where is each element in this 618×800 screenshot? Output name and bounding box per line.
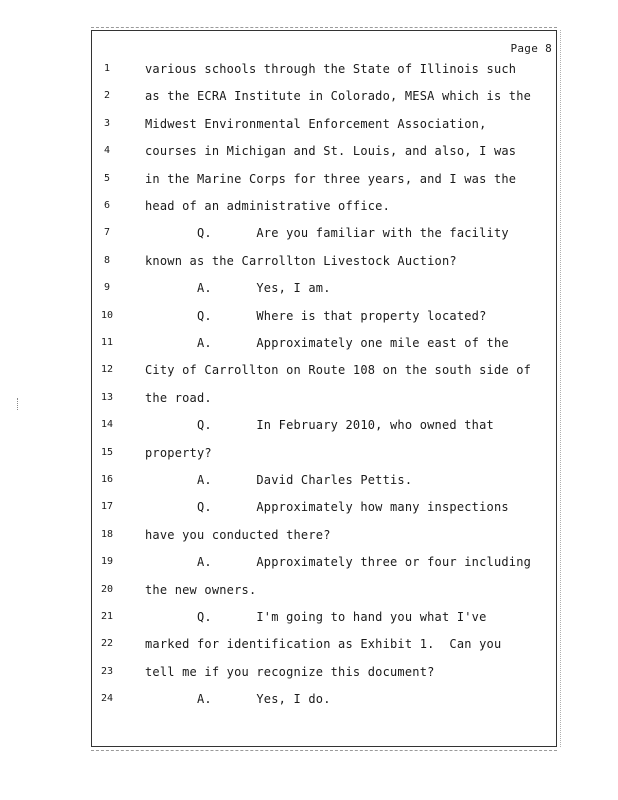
transcript-line [0, 387, 618, 414]
line-text: head of an administrative office. [145, 199, 391, 213]
line-number: 6 [103, 200, 111, 211]
line-text: Q. I'm going to hand you what I've [145, 610, 487, 624]
line-text: property? [145, 445, 212, 460]
transcript-line [0, 551, 618, 578]
line-text: Q. Where is that property located? [145, 308, 487, 323]
line-number: 16 [100, 474, 114, 485]
transcript-line [0, 524, 618, 551]
transcript-line [0, 113, 618, 140]
line-text: the new owners. [145, 582, 257, 597]
transcript-line [0, 332, 618, 359]
line-number: 23 [100, 665, 114, 677]
line-number: 4 [103, 145, 111, 157]
transcript-line [0, 469, 618, 496]
transcript-line [0, 661, 618, 688]
transcript-line [0, 496, 618, 523]
transcript-line [0, 140, 618, 167]
line-number: 11 [100, 337, 114, 348]
line-number: 1 [103, 63, 111, 74]
bottom-scan-rule [91, 750, 557, 751]
line-text: Midwest Environmental Enforcement Association, [145, 116, 487, 131]
line-text: various schools through the State of Illinois such [145, 62, 517, 76]
line-number: 19 [100, 556, 114, 568]
line-number: 17 [100, 501, 114, 513]
line-number: 21 [100, 611, 114, 622]
line-text: the road. [145, 390, 212, 405]
line-number: 5 [103, 172, 111, 184]
line-text: courses in Michigan and St. Louis, and also, I was [145, 144, 517, 159]
line-number: 7 [103, 227, 111, 239]
line-text: tell me if you recognize this document? [145, 664, 435, 679]
line-number: 18 [100, 528, 114, 540]
top-scan-rule [91, 27, 557, 28]
line-text: A. Yes, I am. [145, 281, 331, 296]
transcript-line [0, 359, 618, 386]
line-number: 20 [100, 583, 114, 595]
transcript-line [0, 305, 618, 332]
line-number: 10 [100, 309, 114, 321]
transcript-line [0, 688, 618, 715]
transcript-line [0, 579, 618, 606]
line-number: 9 [103, 282, 111, 294]
line-text: known as the Carrollton Livestock Auction? [145, 253, 457, 268]
line-text: A. Approximately one mile east of the [145, 336, 509, 350]
line-number: 15 [100, 446, 114, 458]
line-text: A. David Charles Pettis. [145, 473, 413, 487]
page-number-label: Page 8 [510, 42, 552, 55]
transcript-line [0, 442, 618, 469]
transcript-line [0, 195, 618, 222]
transcript-line [0, 168, 618, 195]
line-number: 22 [100, 638, 114, 650]
line-text: marked for identification as Exhibit 1. Can you [145, 637, 502, 652]
line-number: 12 [100, 364, 114, 376]
line-text: City of Carrollton on Route 108 on the south side of [145, 363, 532, 378]
line-number: 2 [103, 90, 111, 102]
line-text: as the ECRA Institute in Colorado, MESA which is the [145, 89, 532, 104]
transcript-line [0, 606, 618, 633]
line-text: Q. Approximately how many inspections [145, 500, 509, 515]
transcript-line [0, 85, 618, 112]
transcript-line [0, 250, 618, 277]
line-text: A. Approximately three or four including [145, 555, 532, 570]
line-number: 3 [103, 117, 111, 129]
line-number: 14 [100, 419, 114, 431]
line-text: have you conducted there? [145, 527, 331, 542]
transcript-line [0, 222, 618, 249]
transcript-line [0, 58, 618, 85]
line-text: Q. Are you familiar with the facility [145, 226, 509, 241]
line-number: 8 [103, 254, 111, 266]
transcript-line [0, 633, 618, 660]
line-text: A. Yes, I do. [145, 692, 331, 707]
line-number: 24 [100, 693, 114, 705]
transcript-line [0, 414, 618, 441]
line-text: in the Marine Corps for three years, and I was the [145, 171, 517, 186]
line-text: Q. In February 2010, who owned that [145, 418, 494, 433]
transcript-line [0, 277, 618, 304]
line-number: 13 [100, 391, 114, 403]
